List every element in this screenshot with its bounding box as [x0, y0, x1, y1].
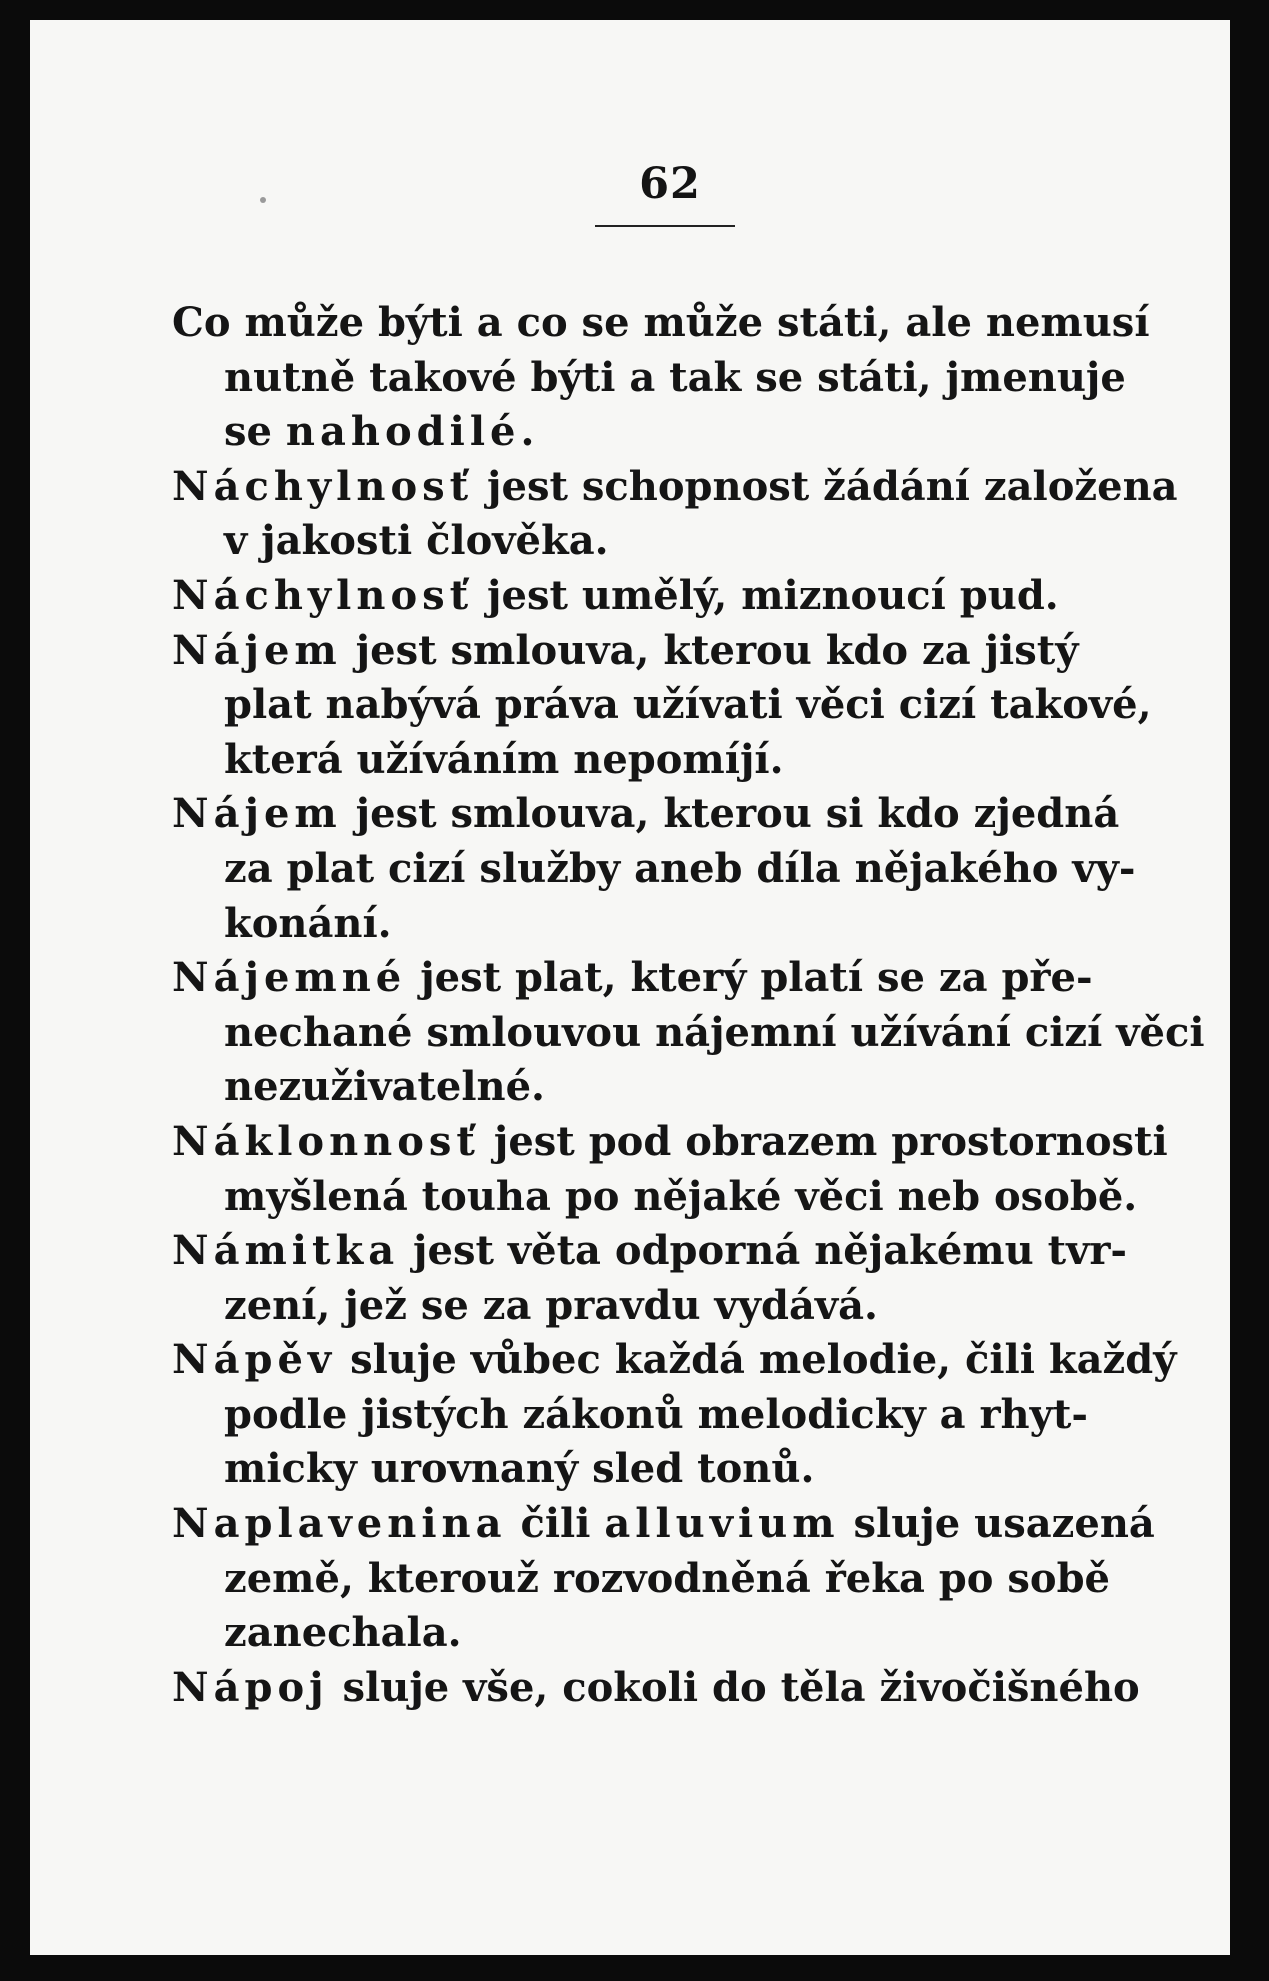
text-line: podle jistých zákonů melodicky a rhyt- [224, 1390, 1088, 1438]
text-line: konání. [224, 899, 392, 947]
entry-line: Náchylnosť jest schopnost žádání založena [172, 462, 1178, 510]
text-line: země, kterouž rozvodněná řeka po sobě [224, 1554, 1110, 1602]
spaced-term: nahodilé [285, 408, 521, 456]
text-line: zení, jež se za pravdu vydává. [224, 1281, 878, 1329]
print-speck [260, 197, 266, 203]
page-number: 62 [639, 159, 701, 209]
headword: Náklonnosť [172, 1117, 480, 1165]
entry-line: Naplavenina čili alluvium sluje usazená [172, 1500, 1155, 1548]
headword: alluvium [604, 1500, 840, 1548]
entry-line: Nájem jest smlouva, kterou si kdo zjedná [172, 790, 1120, 838]
text-line: se nahodilé. [224, 408, 535, 456]
entry-line: Nájemné jest plat, který platí se za pře- [172, 954, 1093, 1002]
headword: Náchylnosť [172, 462, 474, 510]
headword: Naplavenina [172, 1500, 507, 1548]
text-line: v jakosti člověka. [224, 517, 609, 565]
text-line: myšlená touha po nějaké věci neb osobě. [224, 1172, 1138, 1220]
headword: Nápoj [172, 1663, 329, 1711]
entry-line: Nápoj sluje vše, cokoli do těla živočišného [172, 1663, 1140, 1711]
entry-line: Námitka jest věta odporná nějakému tvr- [172, 1227, 1127, 1275]
headword: Nájem [172, 790, 342, 838]
headword: Nápěv [172, 1336, 337, 1384]
headword: Nájem [172, 626, 342, 674]
text-line: nechané smlouvou nájemní užívání cizí věci [224, 1008, 1205, 1056]
text-line: micky urovnaný sled tonů. [224, 1445, 815, 1493]
text-line: za plat cizí služby aneb díla nějakého vy- [224, 844, 1136, 892]
book-page [30, 20, 1230, 1955]
headword: Námitka [172, 1227, 400, 1275]
headword: Nájemné [172, 954, 407, 1002]
text-line: plat nabývá práva užívati věci cizí takové, [224, 681, 1152, 729]
headword: Náchylnosť [172, 571, 474, 619]
text-line: Co může býti a co se může státi, ale nemusí [172, 299, 1150, 346]
page-number-rule [595, 225, 735, 227]
entry-line: Nápěv sluje vůbec každá melodie, čili každý [172, 1336, 1177, 1384]
entry-line: Náklonnosť jest pod obrazem prostornosti [172, 1117, 1168, 1165]
entry-line: Nájem jest smlouva, kterou kdo za jistý [172, 626, 1079, 674]
text-line: nezuživatelné. [224, 1063, 545, 1111]
dictionary-text [172, 296, 1205, 1715]
text-line: nutně takové býti a tak se státi, jmenuje [224, 353, 1126, 401]
text-line: která užíváním nepomíjí. [224, 735, 784, 783]
entry-line: Náchylnosť jest umělý, miznoucí pud. [172, 571, 1059, 619]
text-line: zanechala. [224, 1609, 462, 1657]
